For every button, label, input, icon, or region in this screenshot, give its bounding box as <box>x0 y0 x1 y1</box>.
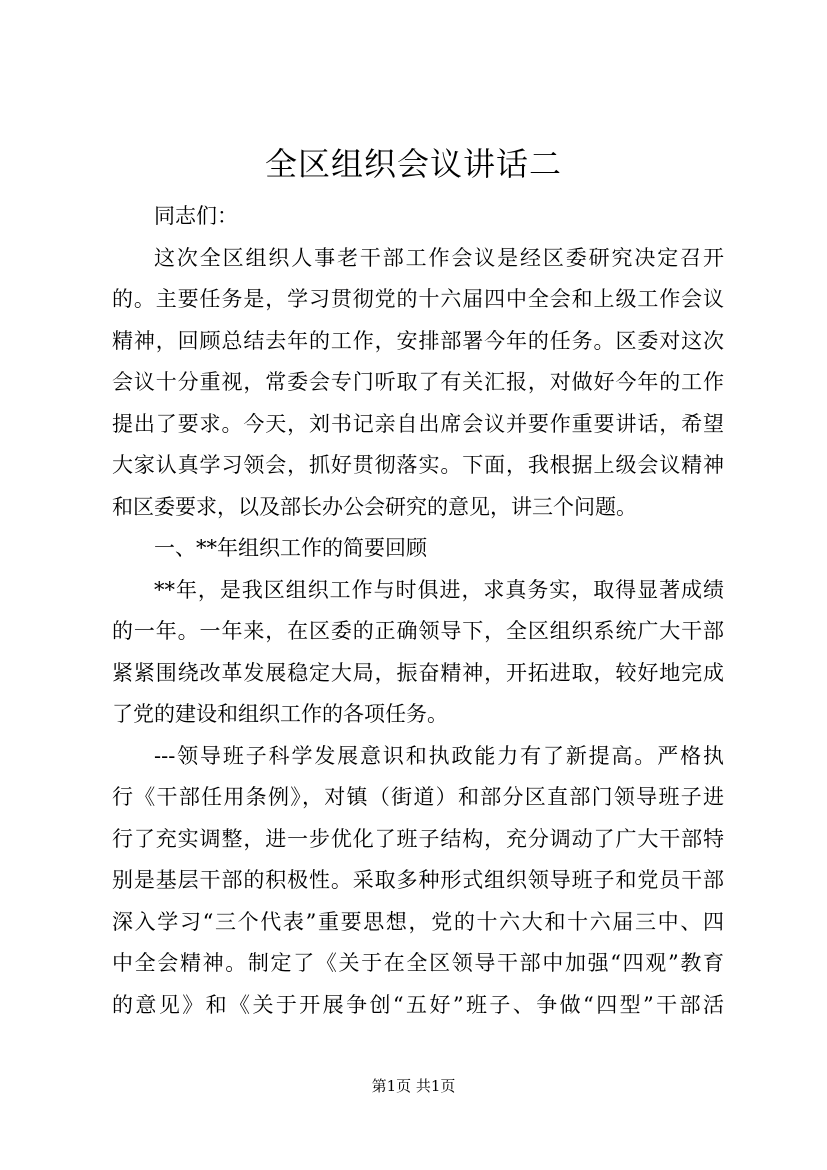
paragraph-line: 行《干部任用条例》，对镇（街道）和部分区直部门领导班子进 <box>112 785 724 809</box>
paragraph-line: 这次全区组织人事老干部工作会议是经区委研究决定召开 <box>154 245 724 270</box>
paragraph-line: 精神，回顾总结去年的工作，安排部署今年的任务。区委对这次 <box>112 328 724 353</box>
paragraph-line: 会议十分重视，常委会专门听取了有关汇报，对做好今年的工作 <box>112 370 724 394</box>
salutation-line: 同志们： <box>154 204 238 228</box>
paragraph-line: 的意见》和《关于开展争创“五好”班子、争做“四型”干部活 <box>112 992 724 1017</box>
paragraph-line: 紧紧围绕改革发展稳定大局，振奋精神，开拓进取，较好地完成 <box>112 660 724 685</box>
paragraph-line: 提出了要求。今天，刘书记亲自出席会议并要作重要讲话，希望 <box>112 411 724 436</box>
paragraph-line: 的。主要任务是，学习贯彻党的十六届四中全会和上级工作会议 <box>112 287 724 311</box>
paragraph-line: 中全会精神。制定了《关于在全区领导干部中加强“四观”教育 <box>112 951 724 975</box>
paragraph-line: 了党的建设和组织工作的各项任务。 <box>112 702 448 726</box>
paragraph-line: ---领导班子科学发展意识和执政能力有了新提高。严格执 <box>154 743 724 768</box>
paragraph-line: 深入学习“三个代表”重要思想，党的十六大和十六届三中、四 <box>112 909 724 934</box>
paragraph-line: 别是基层干部的积极性。采取多种形式组织领导班子和党员干部 <box>112 868 724 892</box>
document-body <box>112 196 724 1026</box>
paragraph-line: 行了充实调整，进一步优化了班子结构，充分调动了广大干部特 <box>112 826 724 851</box>
paragraph-line: 的一年。一年来，在区委的正确领导下，全区组织系统广大干部 <box>112 619 724 643</box>
document-title: 全区组织会议讲话二 <box>264 145 562 183</box>
page-footer: 第1页 共1页 <box>371 1077 456 1095</box>
section-heading: 一、**年组织工作的简要回顾 <box>154 536 427 560</box>
paragraph-line: 和区委要求，以及部长办公会研究的意见，讲三个问题。 <box>112 494 637 519</box>
paragraph-line: 大家认真学习领会，抓好贯彻落实。下面，我根据上级会议精神 <box>112 453 724 477</box>
paragraph-line: **年，是我区组织工作与时俱进，求真务实，取得显著成绩 <box>154 577 724 602</box>
